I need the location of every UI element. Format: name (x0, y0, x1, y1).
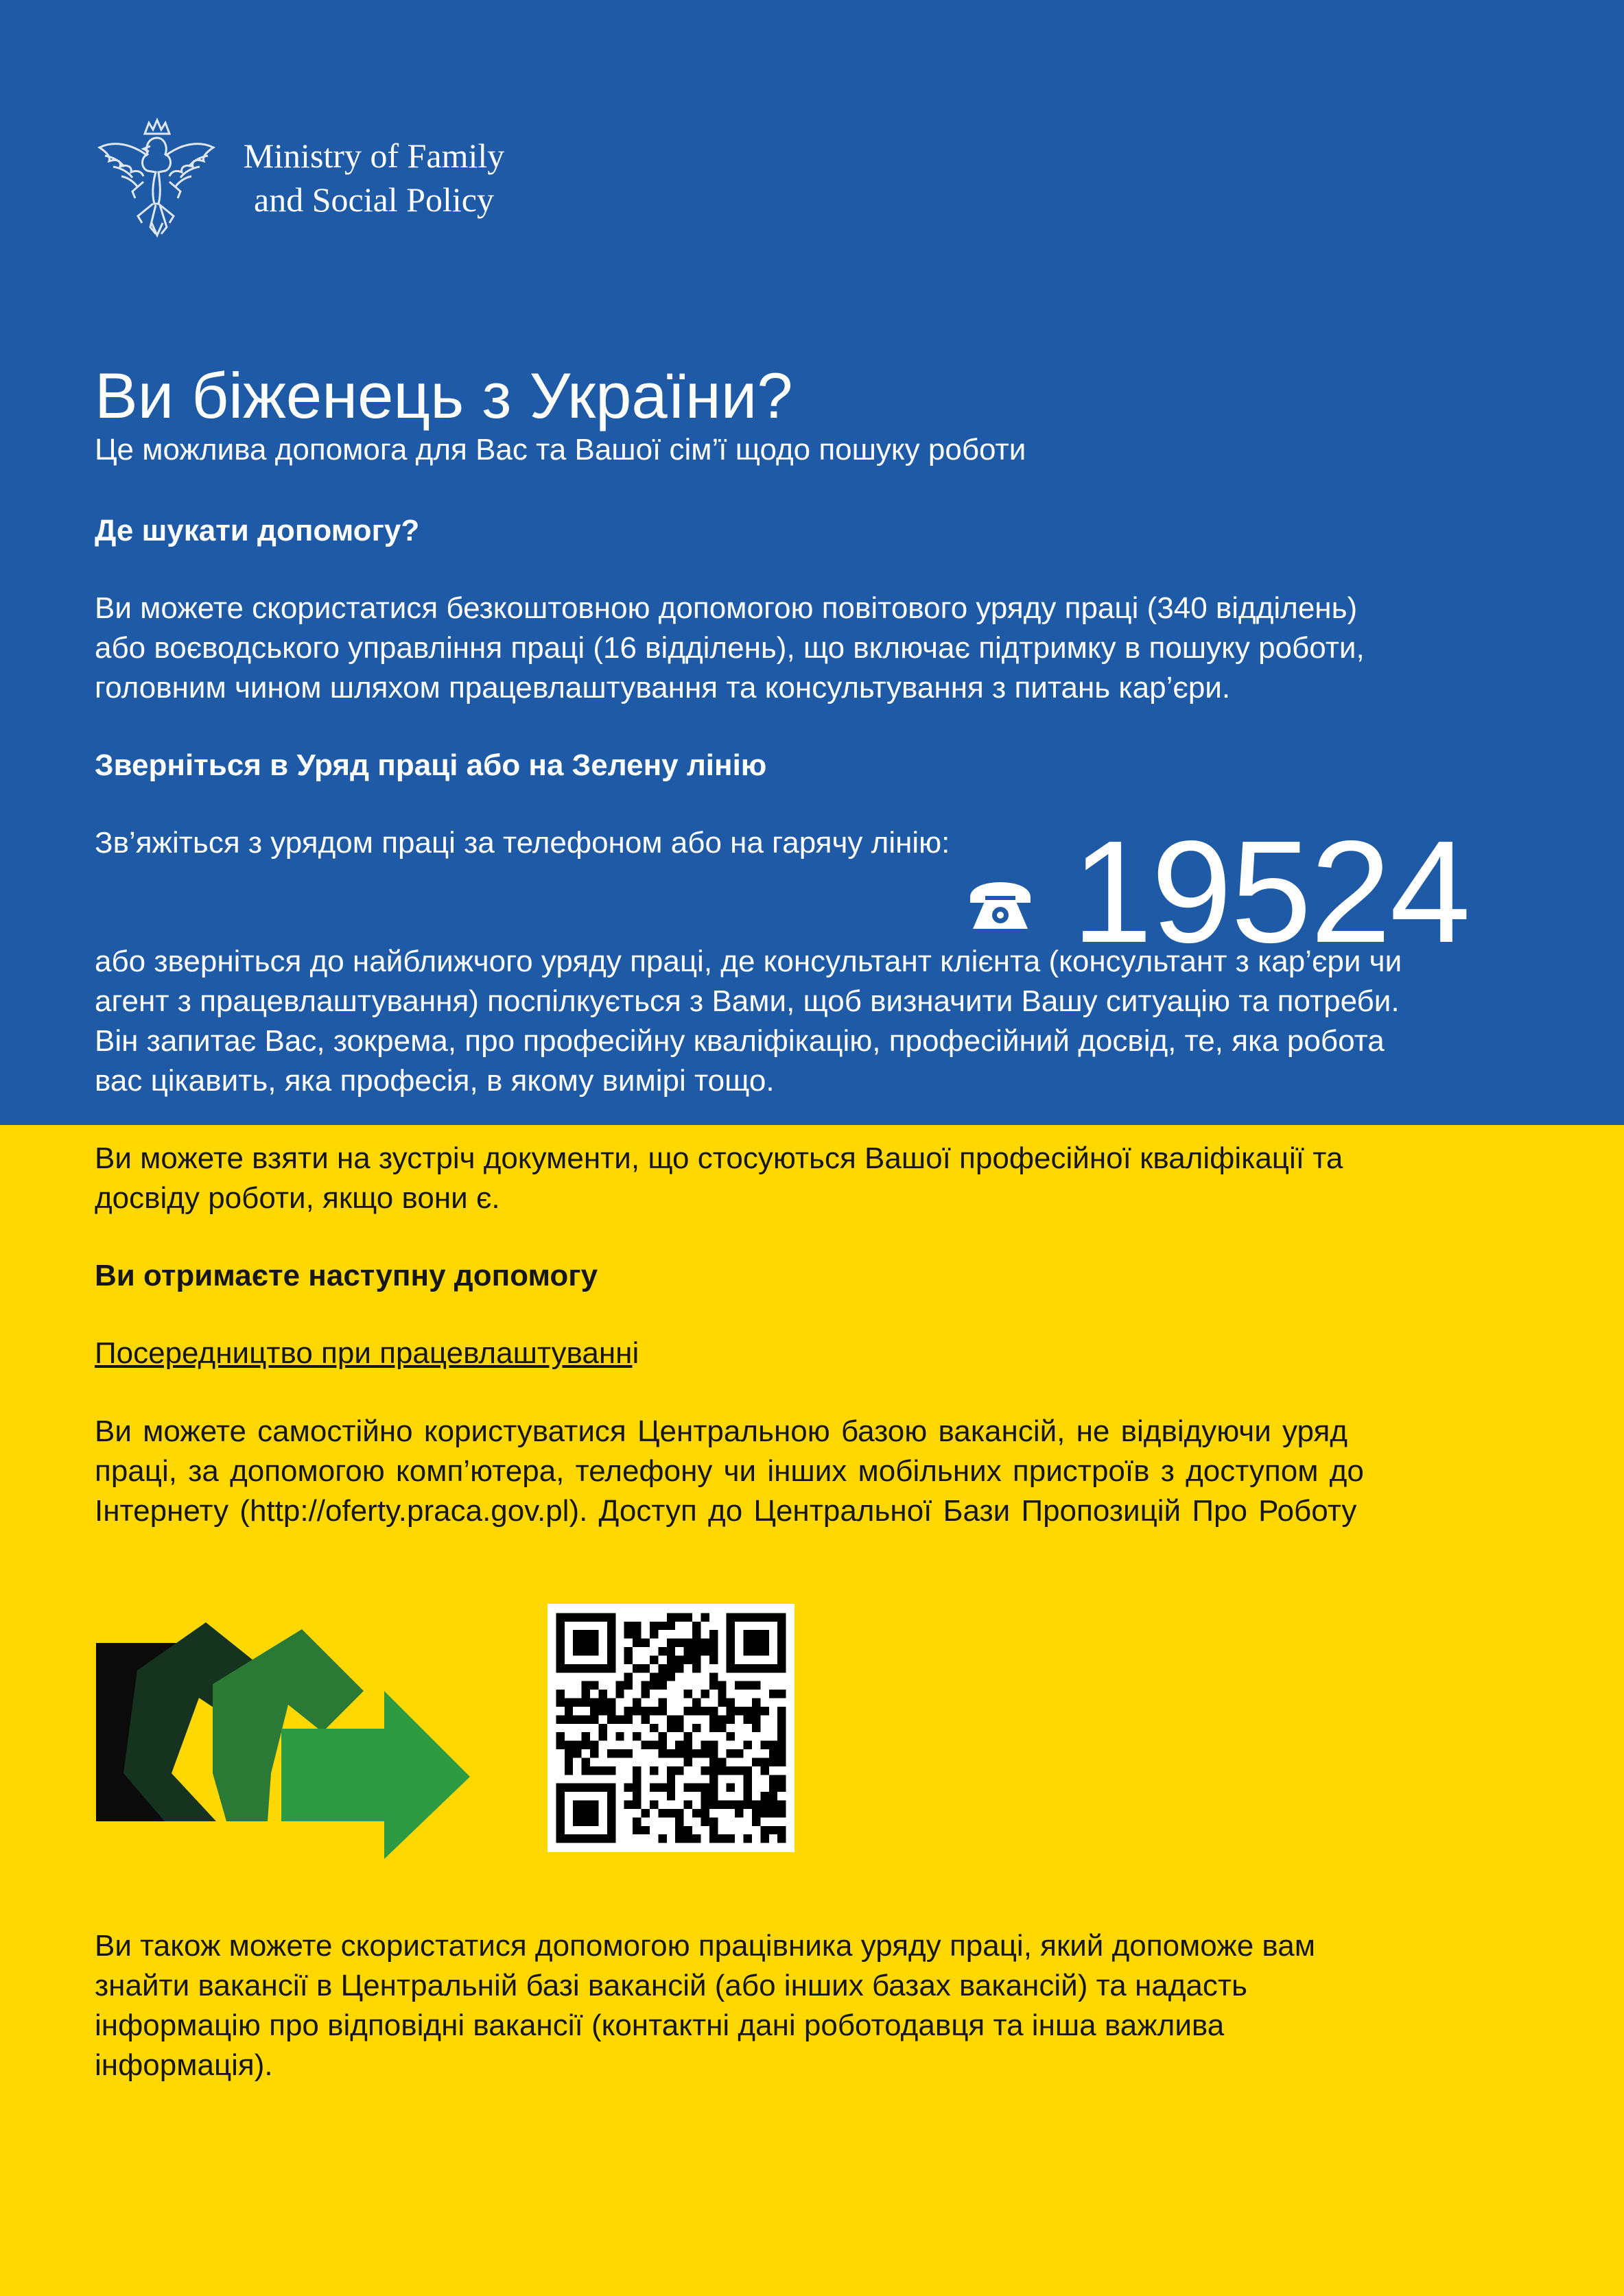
office-paragraph (95, 942, 1508, 1101)
where-line-1: Ви можете скористатися безкоштовною допомогою повітового уряду праці (340 відділень) (95, 591, 1358, 625)
page-subtitle: Це можлива допомога для Вас та Вашої сім’ї щодо пошуку роботи (95, 433, 1026, 466)
eagle-emblem-icon (93, 113, 216, 244)
documents-line-2: досвіду роботи, якщо вони є. (95, 1181, 500, 1215)
telephone-icon (966, 879, 1035, 934)
documents-paragraph (95, 1139, 1508, 1218)
where-paragraph (95, 589, 1508, 708)
mediation-underlined: Посередництво при працевлаштуванн (95, 1336, 633, 1370)
office-line-4: вас цікавить, яка професія, в якому вимірі тощо. (95, 1064, 775, 1098)
ministry-name-line-2: and Social Policy (254, 180, 494, 219)
assistance-line-2: знайти вакансії в Центральній базі вакансій (або інших базах вакансій) та надасть (95, 1969, 1247, 2002)
where-line-3: головним чином шляхом працевлаштування та консультування з питань кар’єри. (95, 671, 1231, 705)
blue-top-section (0, 0, 1624, 1125)
where-heading: Де шукати допомогу? (95, 514, 420, 547)
job-offers-arrow-logo-icon (96, 1616, 480, 1862)
assistance-line-4: інформація). (95, 2048, 273, 2082)
qr-code-icon (548, 1604, 795, 1852)
office-line-2: агент з працевлаштування) поспілкується з Вами, щоб визначити Вашу ситуацію та потреби. (95, 984, 1400, 1018)
office-line-1: або зверніться до найближчого уряду праці, де консультант клієнта (консультант з кар’єри чи (95, 945, 1402, 978)
self-service-paragraph (95, 1412, 1508, 1531)
mediation-tail: і (632, 1336, 639, 1370)
ministry-name-line-1: Ministry of Family (243, 137, 505, 175)
contact-line: Зв’яжіться з урядом праці за телефоном або на гарячу лінію: (95, 826, 950, 860)
self-service-line-1: Ви можете самостійно користуватися Центральною базою вакансій, не відвідуючи уряд (95, 1415, 1348, 1448)
mediation-label (95, 1334, 639, 1373)
qr-code (548, 1604, 795, 1852)
self-service-line-2: праці, за допомогою комп’ютера, телефону чи інших мобільних пристроїв з доступом до (95, 1454, 1364, 1488)
assistance-paragraph (95, 1926, 1508, 2085)
where-line-2: або воєводського управління праці (16 відділень), що включає підтримку в пошуку роботи, (95, 631, 1365, 665)
documents-line-1: Ви можете взяти на зустріч документи, що стосуються Вашої професійної кваліфікації та (95, 1141, 1343, 1175)
self-service-line-3: Інтернету (http://oferty.praca.gov.pl). Доступ до Центральної Бази Пропозицій Про Роботу (95, 1494, 1357, 1528)
help-heading: Ви отримаєте наступну допомогу (95, 1259, 598, 1292)
page-title: Ви біженець з України? (95, 359, 793, 431)
assistance-line-1: Ви також можете скористатися допомогою працівника уряду праці, який допоможе вам (95, 1929, 1315, 1963)
hotline-number: 19524 (1072, 810, 1470, 973)
ministry-name (230, 134, 518, 222)
office-line-3: Він запитає Вас, зокрема, про професійну кваліфікацію, професійний досвід, те, яка робота (95, 1024, 1385, 1058)
assistance-line-3: інформацію про відповідні вакансії (контактні дані роботодавця та інша важлива (95, 2009, 1225, 2042)
ministry-logo (93, 113, 504, 244)
contact-heading: Зверніться в Уряд праці або на Зелену лінію (95, 748, 767, 782)
